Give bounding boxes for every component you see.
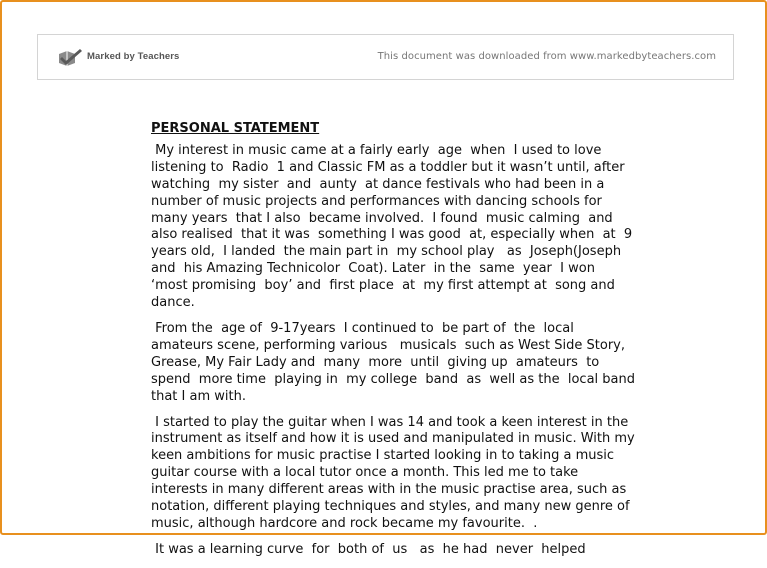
paragraph-line: music, although hardcore and rock became my favourite. . bbox=[151, 515, 538, 531]
document-header bbox=[37, 34, 734, 80]
paragraph bbox=[151, 415, 646, 533]
paragraph-line: It was a learning curve for both of us as he had never helped bbox=[151, 541, 586, 557]
paragraph-line: watching my sister and aunty at dance festivals who had been in a bbox=[151, 176, 605, 192]
paragraph-line: I started to play the guitar when I was 14 and took a keen interest in the bbox=[151, 414, 629, 430]
paragraph-line: My interest in music came at a fairly early age when I used to love bbox=[151, 142, 602, 158]
document-title: PERSONAL STATEMENT bbox=[151, 121, 320, 136]
paragraph-line: listening to Radio 1 and Classic FM as a toddler but it wasn’t until, after bbox=[151, 159, 625, 175]
logo-text: Marked by Teachers bbox=[87, 50, 180, 62]
paragraph bbox=[151, 321, 646, 406]
download-notice: This document was downloaded from www.markedbyteachers.com bbox=[377, 51, 716, 62]
paragraph-line: dance. bbox=[151, 295, 195, 311]
paragraph-line: amateurs scene, performing various musicals such as West Side Story, bbox=[151, 337, 625, 353]
paragraph-line: ‘most promising boy’ and first place at my first attempt at song and bbox=[151, 278, 615, 294]
paragraph-line: From the age of 9-17years I continued to be part of the local bbox=[151, 320, 574, 336]
paragraph bbox=[151, 143, 646, 312]
paragraph-line: Grease, My Fair Lady and many more until giving up amateurs to bbox=[151, 354, 600, 370]
paragraph-line: interests in many different areas with in the music practise area, such as bbox=[151, 482, 627, 498]
document-body bbox=[151, 121, 646, 568]
paragraph-line: many years that I also became involved. I found music calming and bbox=[151, 210, 613, 226]
paragraph-line: spend more time playing in my college band as well as the local band bbox=[151, 371, 635, 387]
logo-tick-icon bbox=[58, 47, 84, 69]
paragraph-line: number of music projects and performances with dancing schools for bbox=[151, 193, 602, 209]
paragraph-line: notation, different playing techniques and styles, and many new genre of bbox=[151, 499, 630, 515]
paragraph-line: instrument as itself and how it is used and manipulated in music. With my bbox=[151, 431, 635, 447]
paragraph-line: also realised that it was something I was good at, especially when at 9 bbox=[151, 227, 633, 243]
paragraph bbox=[151, 542, 646, 559]
paragraph-line: that I am with. bbox=[151, 388, 246, 404]
paragraph-line: keen ambitions for music practise I started looking in to taking a music bbox=[151, 448, 615, 464]
paragraph-line: and his Amazing Technicolor Coat). Later in the same year I won bbox=[151, 261, 595, 277]
marked-by-teachers-logo[interactable] bbox=[58, 47, 179, 69]
paragraph-line: years old, I landed the main part in my school play as Joseph(Joseph bbox=[151, 244, 622, 260]
paragraph-container bbox=[151, 143, 646, 559]
paragraph-line: guitar course with a local tutor once a month. This led me to take bbox=[151, 465, 579, 481]
